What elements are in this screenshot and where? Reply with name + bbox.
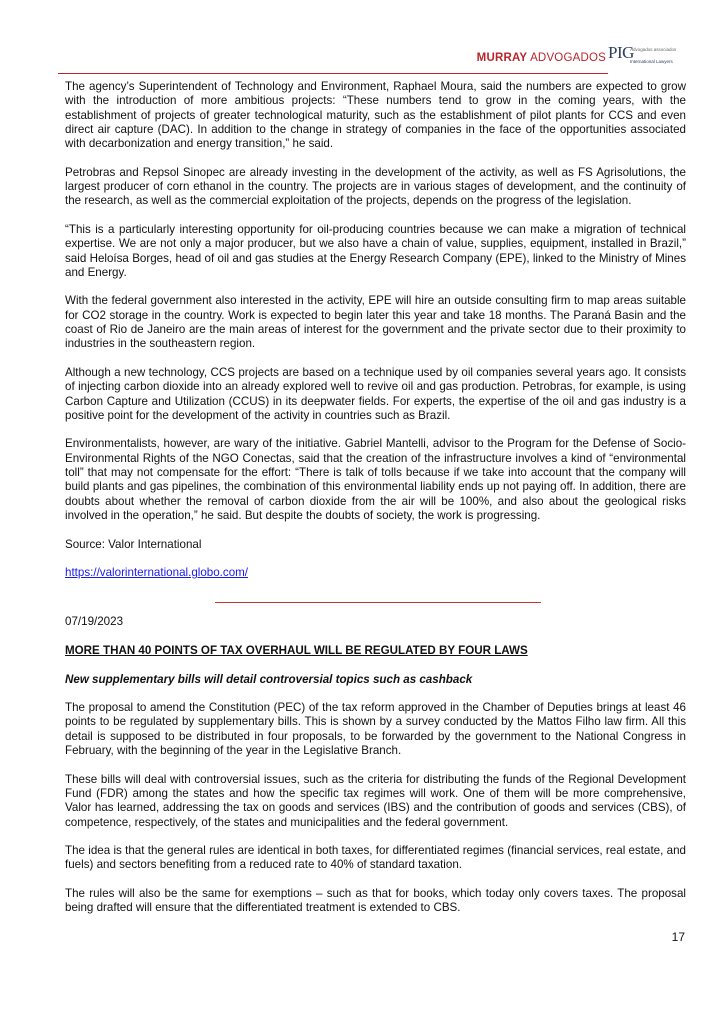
source-label: Source: Valor International <box>65 537 202 551</box>
article-separator <box>215 602 541 603</box>
paragraph: Although a new technology, CCS projects are based on a technique used by oil companies several years ago. It consists of injecting carbon dioxide into an already explored well to revive oil and gas production. Petrobras, for example, is using Carbon Capture and Utilization (CCUS) in its deepwater fields. For experts, the expertise of the oil and gas industry is a positive point for the development of the activity in countries such as Brazil. <box>65 365 686 422</box>
page-header <box>0 40 728 80</box>
article-headline: MORE THAN 40 POINTS OF TAX OVERHAUL WILL BE REGULATED BY FOUR LAWS <box>65 643 528 657</box>
article-subheadline: New supplementary bills will detail controversial topics such as cashback <box>65 672 473 686</box>
paragraph: The proposal to amend the Constitution (PEC) of the tax reform approved in the Chamber of Deputies brings at least 46 points to be regulated by supplementary bills. This is shown by a survey conducted by the Mattos Filho law firm. All this detail is supposed to be distributed in four proposals, to be forwarded by the government to the National Congress in February, with the beginning of the year in the Legislative Branch. <box>65 701 686 758</box>
paragraph: These bills will deal with controversial issues, such as the criteria for distributing the funds of the Regional Development Fund (FDR) among the states and how the specific tax regimes will work. One of them will be more comprehensive, Valor has learned, addressing the tax on goods and services (IBS) and the contribution of goods and services (CBS), of competence, respectively, of the states and municipalities and the federal government. <box>65 772 686 829</box>
source-link[interactable]: https://valorinternational.globo.com/ <box>65 566 249 580</box>
murray-advogados-logo <box>477 52 606 64</box>
article-date: 07/19/2023 <box>65 615 124 629</box>
header-divider <box>58 73 608 74</box>
paragraph: With the federal government also interested in the activity, EPE will hire an outside consulting firm to map areas suitable for CO2 storage in the country. Work is expected to begin later this year and take 18 months. The Paraná Basin and the coast of Rio de Janeiro are the main areas of interest for the government and the private sector due to their proximity to industries in the southeastern region. <box>65 294 686 351</box>
paragraph: Environmentalists, however, are wary of the initiative. Gabriel Mantelli, advisor to the Program for the Defense of Socio-Environmental Rights of the NGO Conectas, said that the creation of the infrastructure involves a kind of “environmental toll” that may not compensate for the effort: “There is talk of tolls because if we take into account that the company will build plants and gas pipelines, the combination of this environmental liability ends up not paying off. In addition, there are doubts about whether the removal of carbon dioxide from the air will be 100%, and also about the geological risks involved in the operation,” he said. But despite the doubts of society, the work is progressing. <box>65 437 686 522</box>
paragraph: The idea is that the general rules are identical in both taxes, for differentiated regimes (financial services, real estate, and fuels) and sectors benefiting from a reduced rate to 40% of standard taxation. <box>65 844 686 872</box>
pig-logo-sub: International Lawyers <box>630 59 673 64</box>
document-body <box>65 80 686 930</box>
paragraph: Petrobras and Repsol Sinopec are already investing in the development of the activity, as well as FS Agrisolutions, the largest producer of corn ethanol in the country. The projects are in various stages of development, and the continuity of the research, as well as the commercial exploitation of the projects, depends on the progress of the legislation. <box>65 165 686 208</box>
brand-light: ADVOGADOS <box>530 52 606 64</box>
brand-bold: MURRAY <box>476 52 528 64</box>
page-number: 17 <box>671 930 685 944</box>
pig-logo-mark: PIG <box>608 43 634 62</box>
pig-logo-tagline: Advogados associados <box>630 47 677 52</box>
paragraph: “This is a particularly interesting opportunity for oil-producing countries because we can make a migration of technical expertise. We are not only a major producer, but we also have a chain of value, supplies, equipment, installed in Brazil,” said Heloísa Borges, head of oil and gas studies at the Energy Research Company (EPE), linked to the Ministry of Mines and Energy. <box>65 222 686 279</box>
pig-logo <box>608 43 678 71</box>
paragraph: The rules will also be the same for exemptions – such as that for books, which today only covers taxes. The proposal being drafted will ensure that the differentiated treatment is extended to CBS. <box>65 887 686 915</box>
paragraph: The agency’s Superintendent of Technology and Environment, Raphael Moura, said the numbers are expected to grow with the introduction of more ambitious projects: “These numbers tend to grow in the coming years, with the establishment of projects of greater technological maturity, such as the establishment of pilot plants for CCS and even direct air capture (DAC). In addition to the change in strategy of companies in the face of the opportunities associated with decarbonization and energy transition,” he said. <box>65 80 686 151</box>
